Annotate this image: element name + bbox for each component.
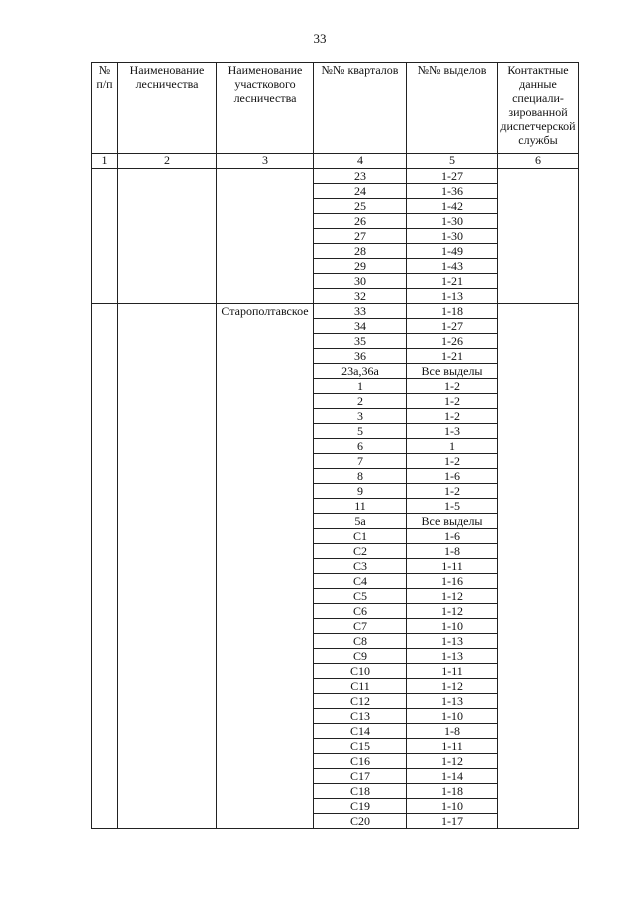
vydel-cell: 1-27 <box>407 319 498 334</box>
kvartal-cell: С7 <box>314 619 407 634</box>
kvartal-cell: 7 <box>314 454 407 469</box>
column-number-row <box>92 154 579 169</box>
block-2 <box>92 304 579 829</box>
vydel-cell: 1-8 <box>407 724 498 739</box>
vydel-cell: 1-13 <box>407 634 498 649</box>
kvartal-cell: 32 <box>314 289 407 304</box>
vydel-cell: 1-17 <box>407 814 498 829</box>
kvartal-cell: 23а,36а <box>314 364 407 379</box>
kvartal-cell: 33 <box>314 304 407 319</box>
kvartal-cell: С15 <box>314 739 407 754</box>
kvartal-cell: С12 <box>314 694 407 709</box>
lesnichestvo-cell <box>118 169 217 304</box>
vydel-cell: 1-12 <box>407 754 498 769</box>
vydel-cell: 1 <box>407 439 498 454</box>
kvartal-cell: С14 <box>314 724 407 739</box>
vydel-cell: 1-21 <box>407 349 498 364</box>
vydel-cell: 1-10 <box>407 799 498 814</box>
vydel-cell: 1-5 <box>407 499 498 514</box>
kvartal-cell: 34 <box>314 319 407 334</box>
vydel-cell: 1-18 <box>407 304 498 319</box>
kvartal-cell: 11 <box>314 499 407 514</box>
kvartal-cell: С20 <box>314 814 407 829</box>
header-kvartaly: №№ кварталов <box>314 63 407 154</box>
kvartal-cell: 9 <box>314 484 407 499</box>
vydel-cell: Все выделы <box>407 514 498 529</box>
kvartal-cell: С9 <box>314 649 407 664</box>
vydel-cell: 1-12 <box>407 604 498 619</box>
column-number: 1 <box>92 154 118 169</box>
vydel-cell: 1-13 <box>407 694 498 709</box>
vydel-cell: 1-6 <box>407 469 498 484</box>
vydel-cell: 1-6 <box>407 529 498 544</box>
kvartal-cell: С5 <box>314 589 407 604</box>
contacts-cell <box>498 169 579 304</box>
forestry-table <box>91 62 579 829</box>
vydel-cell: 1-11 <box>407 739 498 754</box>
kvartal-cell: 27 <box>314 229 407 244</box>
kvartal-cell: С6 <box>314 604 407 619</box>
page-number: 33 <box>313 31 327 46</box>
header-vydely: №№ выделов <box>407 63 498 154</box>
table-row <box>92 304 579 319</box>
column-number: 2 <box>118 154 217 169</box>
column-number: 5 <box>407 154 498 169</box>
kvartal-cell: 2 <box>314 394 407 409</box>
kvartal-cell: 1 <box>314 379 407 394</box>
column-number: 4 <box>314 154 407 169</box>
vydel-cell: 1-2 <box>407 409 498 424</box>
header-row <box>92 63 579 154</box>
block-1 <box>92 169 579 304</box>
kvartal-cell: 5а <box>314 514 407 529</box>
column-number: 3 <box>217 154 314 169</box>
vydel-cell: 1-2 <box>407 394 498 409</box>
kvartal-cell: С2 <box>314 544 407 559</box>
kvartal-cell: 5 <box>314 424 407 439</box>
vydel-cell: 1-26 <box>407 334 498 349</box>
vydel-cell: 1-2 <box>407 379 498 394</box>
uchastkovoe-cell: Старополтавское <box>217 304 314 829</box>
vydel-cell: 1-2 <box>407 484 498 499</box>
vydel-cell: 1-11 <box>407 664 498 679</box>
header-uchastkovoe: Наименование участкового лесничества <box>217 63 314 154</box>
vydel-cell: Все выделы <box>407 364 498 379</box>
vydel-cell: 1-43 <box>407 259 498 274</box>
vydel-cell: 1-8 <box>407 544 498 559</box>
kvartal-cell: С8 <box>314 634 407 649</box>
kvartal-cell: С4 <box>314 574 407 589</box>
vydel-cell: 1-30 <box>407 214 498 229</box>
vydel-cell: 1-13 <box>407 649 498 664</box>
kvartal-cell: 24 <box>314 184 407 199</box>
vydel-cell: 1-16 <box>407 574 498 589</box>
kvartal-cell: 35 <box>314 334 407 349</box>
header-num: № п/п <box>92 63 118 154</box>
header-lesnichestvo: Наименование лесничества <box>118 63 217 154</box>
kvartal-cell: 23 <box>314 169 407 184</box>
kvartal-cell: С18 <box>314 784 407 799</box>
vydel-cell: 1-49 <box>407 244 498 259</box>
kvartal-cell: 30 <box>314 274 407 289</box>
vydel-cell: 1-3 <box>407 424 498 439</box>
contacts-cell <box>498 304 579 829</box>
kvartal-cell: С11 <box>314 679 407 694</box>
num-cell <box>92 304 118 829</box>
kvartal-cell: 28 <box>314 244 407 259</box>
kvartal-cell: 26 <box>314 214 407 229</box>
vydel-cell: 1-12 <box>407 679 498 694</box>
num-cell <box>92 169 118 304</box>
kvartal-cell: С16 <box>314 754 407 769</box>
vydel-cell: 1-2 <box>407 454 498 469</box>
kvartal-cell: 36 <box>314 349 407 364</box>
vydel-cell: 1-36 <box>407 184 498 199</box>
vydel-cell: 1-12 <box>407 589 498 604</box>
vydel-cell: 1-10 <box>407 619 498 634</box>
kvartal-cell: 25 <box>314 199 407 214</box>
kvartal-cell: С10 <box>314 664 407 679</box>
vydel-cell: 1-10 <box>407 709 498 724</box>
kvartal-cell: С17 <box>314 769 407 784</box>
column-number: 6 <box>498 154 579 169</box>
vydel-cell: 1-14 <box>407 769 498 784</box>
kvartal-cell: 6 <box>314 439 407 454</box>
vydel-cell: 1-18 <box>407 784 498 799</box>
kvartal-cell: С13 <box>314 709 407 724</box>
lesnichestvo-cell <box>118 304 217 829</box>
kvartal-cell: С1 <box>314 529 407 544</box>
kvartal-cell: 3 <box>314 409 407 424</box>
table-row <box>92 169 579 184</box>
kvartal-cell: 29 <box>314 259 407 274</box>
header-contacts: Контактные данные специали-зированной диспетчерской службы <box>498 63 579 154</box>
vydel-cell: 1-21 <box>407 274 498 289</box>
vydel-cell: 1-11 <box>407 559 498 574</box>
kvartal-cell: С3 <box>314 559 407 574</box>
vydel-cell: 1-27 <box>407 169 498 184</box>
uchastkovoe-cell <box>217 169 314 304</box>
vydel-cell: 1-30 <box>407 229 498 244</box>
vydel-cell: 1-42 <box>407 199 498 214</box>
vydel-cell: 1-13 <box>407 289 498 304</box>
kvartal-cell: С19 <box>314 799 407 814</box>
kvartal-cell: 8 <box>314 469 407 484</box>
